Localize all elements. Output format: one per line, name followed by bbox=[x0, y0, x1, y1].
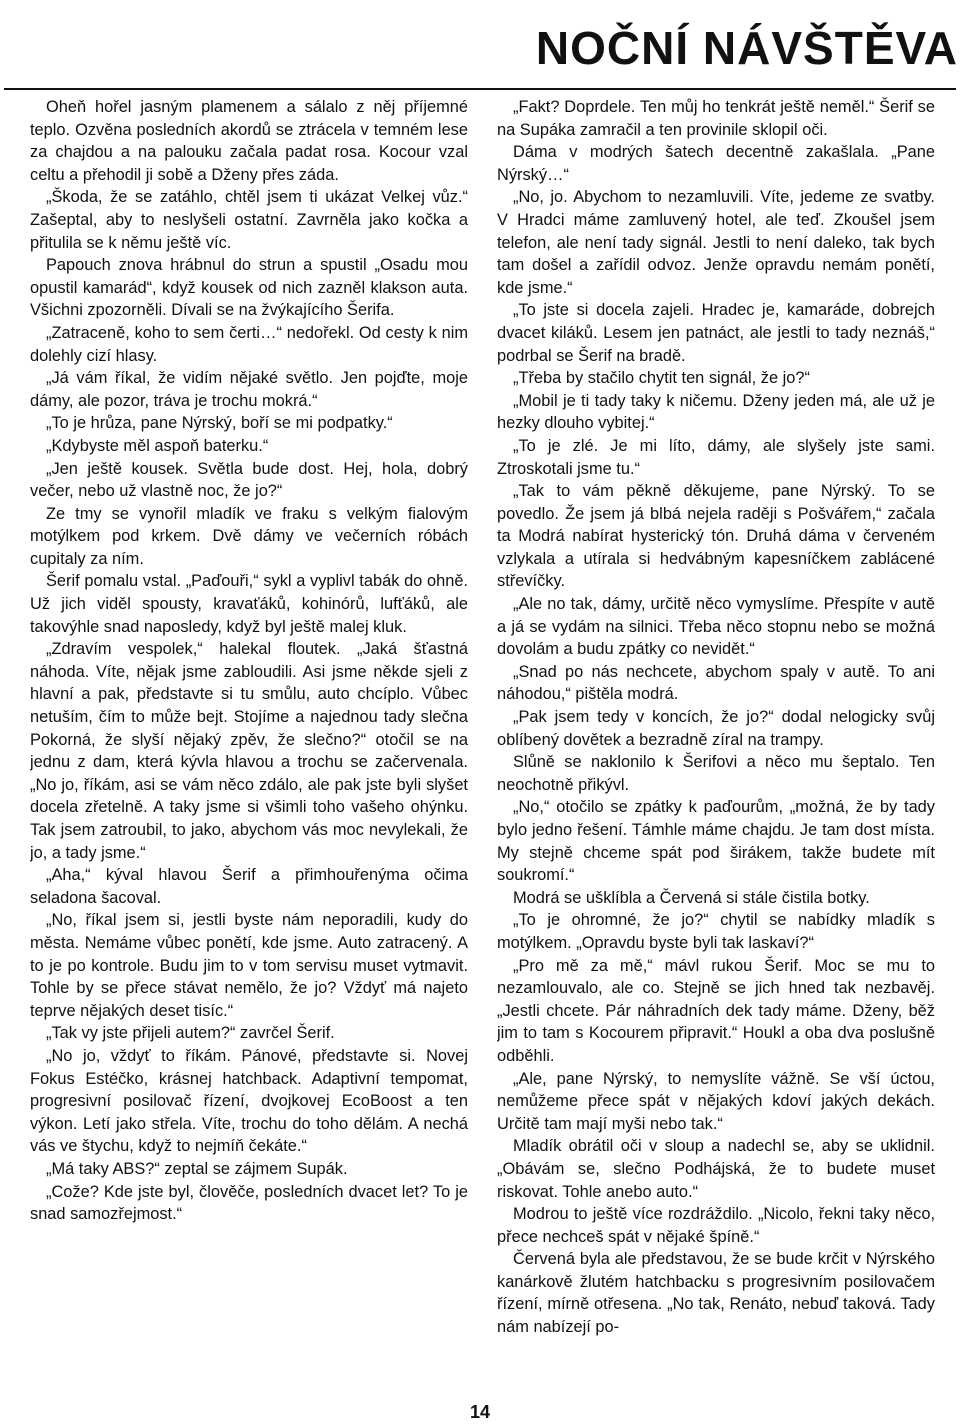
paragraph: „No,“ otočilo se zpátky k paďourům, „možná, že by tady bylo jedno řešení. Támhle máme chajdu. Je tam dost místa. My stejně chceme spát pod širákem, takže budete mít soukromí.“ bbox=[497, 798, 935, 885]
paragraph: „Fakt? Doprdele. Ten můj ho tenkrát ještě neměl.“ Šerif se na Supáka zamračil a ten provinile sklopil oči. bbox=[497, 98, 935, 139]
paragraph: Oheň hořel jasným plamenem a sálalo z něj příjemné teplo. Ozvěna posledních akordů se ztrácela v temném lese za chajdou a na palouku začala padat rosa. Kocour vzal celtu a přehodil ji sobě a Dženy přes záda. bbox=[30, 98, 468, 184]
paragraph: Červená byla ale představou, že se bude krčit v Nýrského kanárkově žlutém hatchbacku s progresivním posilovačem řízení, mírně otřesena. „No tak, Renáto, nebuď taková. Tady nám nabízejí po- bbox=[497, 1250, 935, 1337]
page-number: 14 bbox=[469, 1402, 491, 1422]
paragraph: „Tak to vám pěkně děkujeme, pane Nýrský. To se povedlo. Že jsem já blbá nejela raději s Pošvářem,“ začala ta Modrá nabírat hysterický tón. Druhá dáma v červeném vzlykala a utírala si hedvábným kapesníčkem zablácené střevíčky. bbox=[497, 482, 935, 591]
paragraph: „Cože? Kde jste byl, člověče, posledních dvacet let? To je snad samozřejmost.“ bbox=[30, 1182, 468, 1224]
paragraph: Modrá se ušklíbla a Červená si stále čistila botky. bbox=[513, 888, 870, 907]
paragraph: „To je hrůza, pane Nýrský, boří se mi podpatky.“ bbox=[46, 414, 393, 433]
paragraph: „Škoda, že se zatáhlo, chtěl jsem ti ukázat Velkej vůz.“ Zašeptal, aby to neslyšeli ostatní. Zavrněla jako kočka a přitulila se k němu ještě víc. bbox=[30, 188, 468, 252]
paragraph: „Ale, pane Nýrský, to nemyslíte vážně. Se vší úctou, nemůžeme přece spát v nějakých kdoví jakých dekách. Určitě tam mají myši nebo tak.“ bbox=[497, 1069, 935, 1133]
paragraph: „Já vám říkal, že vidím nějaké světlo. Jen pojďte, moje dámy, ale pozor, tráva je trochu mokrá.“ bbox=[30, 369, 468, 410]
paragraph: „To je ohromné, že jo?“ chytil se nabídky mladík s motýlkem. „Opravdu byste byli tak laskaví?“ bbox=[497, 911, 935, 952]
paragraph: „Zdravím vespolek,“ halekal floutek. „Jaká šťastná náhoda. Víte, nějak jsme zabloudili. Asi jsme někde sjeli z hlavní a pak, představte si tu smůlu, auto chcíplo. Vůbec netuším, čím to může bejt. Stojíme a najednou tady slečna Pokorná, že slyší nějaký zpěv, že slečno?“ otočil se na jednu z dam, která kývla hlavou a trochu se začervenala. „No jo, říkám, asi se vám něco zdálo, ale pak jste byli slyšet docela zřetelně. A taky jsme si všimli toho vašeho ohýnku. Tak jsem zatroubil, to jako, abychom vás moc nevylekali, že jo, a tady jsme.“ bbox=[30, 640, 468, 862]
left-text-column bbox=[30, 96, 468, 1394]
paragraph: „No, říkal jsem si, jestli byste nám neporadili, kudy do města. Nemáme vůbec ponětí, kde jsme. Auto zatracený. A to je po kontrole. Budu jim to v tom servisu muset vytmavit. Tohle by se přece stávat nemělo, že jo? Vždyť má najeto teprve nějakých deset tisíc.“ bbox=[30, 911, 468, 1020]
paragraph: Slůně se naklonilo k Šerifovi a něco mu šeptalo. Ten neochotně přikývl. bbox=[497, 753, 935, 794]
paragraph: „Zatraceně, koho to sem čerti…“ nedořekl. Od cesty k nim dolehly cizí hlasy. bbox=[30, 323, 468, 365]
paragraph: „Kdybyste měl aspoň baterku.“ bbox=[46, 436, 269, 455]
paragraph: „Aha,“ kýval hlavou Šerif a přimhouřenýma očima seladona šacoval. bbox=[30, 866, 468, 907]
paragraph: Modrou to ještě více rozdráždilo. „Nicolo, řekni taky něco, přece nechceš spát v nějaké špíně.“ bbox=[497, 1205, 935, 1246]
right-text-column bbox=[497, 96, 935, 1394]
paragraph: „No jo, vždyť to říkám. Pánové, představte si. Novej Fokus Estéčko, krásnej hatchback. Adaptivní tempomat, progresivní posilovač řízení, dvojkovej EcoBoost a ten výkon. Letí jako střela. Víte, trochu do toho dělám. A nechá vás ve štychu, když to nejmíň čekáte.“ bbox=[30, 1046, 468, 1156]
paragraph: „Ale no tak, dámy, určitě něco vymyslíme. Přespíte v autě a já se vydám na silnici. Třeba něco stopnu nebo se možná dovolám a budu zpátky co nevidět.“ bbox=[497, 595, 935, 659]
article-title: NOČNÍ NÁVŠTĚVA bbox=[535, 22, 958, 74]
paragraph: Papouch znova hrábnul do strun a spustil „Osadu mou opustil kamarád“, když kousek od nich zazněl klakson auta. Všichni zpozorněli. Dívali se na žvýkajícího Šerifa. bbox=[30, 256, 468, 320]
paragraph: „Má taky ABS?“ zeptal se zájmem Supák. bbox=[46, 1159, 348, 1178]
paragraph: „Pak jsem tedy v koncích, že jo?“ dodal nelogicky svůj oblíbený dovětek a bezradně zíral na trampy. bbox=[497, 708, 935, 749]
paragraph: „Třeba by stačilo chytit ten signál, že jo?“ bbox=[513, 369, 810, 388]
paragraph: „No, jo. Abychom to nezamluvili. Víte, jedeme ze svatby. V Hradci máme zamluvený hotel, ale teď. Zkoušel jsem telefon, ale není tady signál. Jestli to není daleko, tak bych tam došel a zařídil odvoz. Jenže opravdu nemám ponětí, kde jsme.“ bbox=[497, 188, 935, 297]
title-rule bbox=[4, 88, 956, 90]
paragraph: Dáma v modrých šatech decentně zakašlala. „Pane Nýrský…“ bbox=[497, 143, 935, 184]
paragraph: „To je zlé. Je mi líto, dámy, ale slyšely jste sami. Ztroskotali jsme tu.“ bbox=[497, 436, 935, 478]
paragraph: „To jste si docela zajeli. Hradec je, kamaráde, dobrejch dvacet kiláků. Lesem jen patnáct, ale jestli to tady neznáš,“ podrbal se Šerif na bradě. bbox=[497, 301, 935, 365]
paragraph: Ze tmy se vynořil mladík ve fraku s velkým fialovým motýlkem pod krkem. Dvě dámy ve večerních róbách cupitaly za ním. bbox=[30, 504, 468, 568]
paragraph: Mladík obrátil oči v sloup a nadechl se, aby se uklidnil. „Obávám se, slečno Podhájská, že to budete muset riskovat. Tohle anebo auto.“ bbox=[497, 1137, 935, 1201]
paragraph: „Snad po nás nechcete, abychom spaly v autě. To ani náhodou,“ pištěla modrá. bbox=[497, 662, 935, 704]
paragraph: „Mobil je ti tady taky k ničemu. Dženy jeden má, ale už je hezky dlouho vybitej.“ bbox=[497, 391, 935, 433]
paragraph: Šerif pomalu vstal. „Paďouři,“ sykl a vyplivl tabák do ohně. Už jich viděl spousty, kravaťáků, kohinórů, lufťáků, ale takovýhle snad naposledy, když byl ještě malej kluk. bbox=[30, 572, 468, 636]
paragraph: „Pro mě za mě,“ mávl rukou Šerif. Moc se mu to nezamlouvalo, ale co. Stejně se jich hned tak nezbavěj. „Jestli chcete. Pár náhradních dek tady máme. Dženy, běž jim to tam s Kocourem připravit.“ Houkl a oba dva poslušně odběhli. bbox=[497, 956, 935, 1065]
paragraph: „Jen ještě kousek. Světla bude dost. Hej, hola, dobrý večer, nebo už vlastně noc, že jo?“ bbox=[30, 459, 468, 501]
paragraph: „Tak vy jste přijeli autem?“ zavrčel Šerif. bbox=[46, 1024, 335, 1043]
